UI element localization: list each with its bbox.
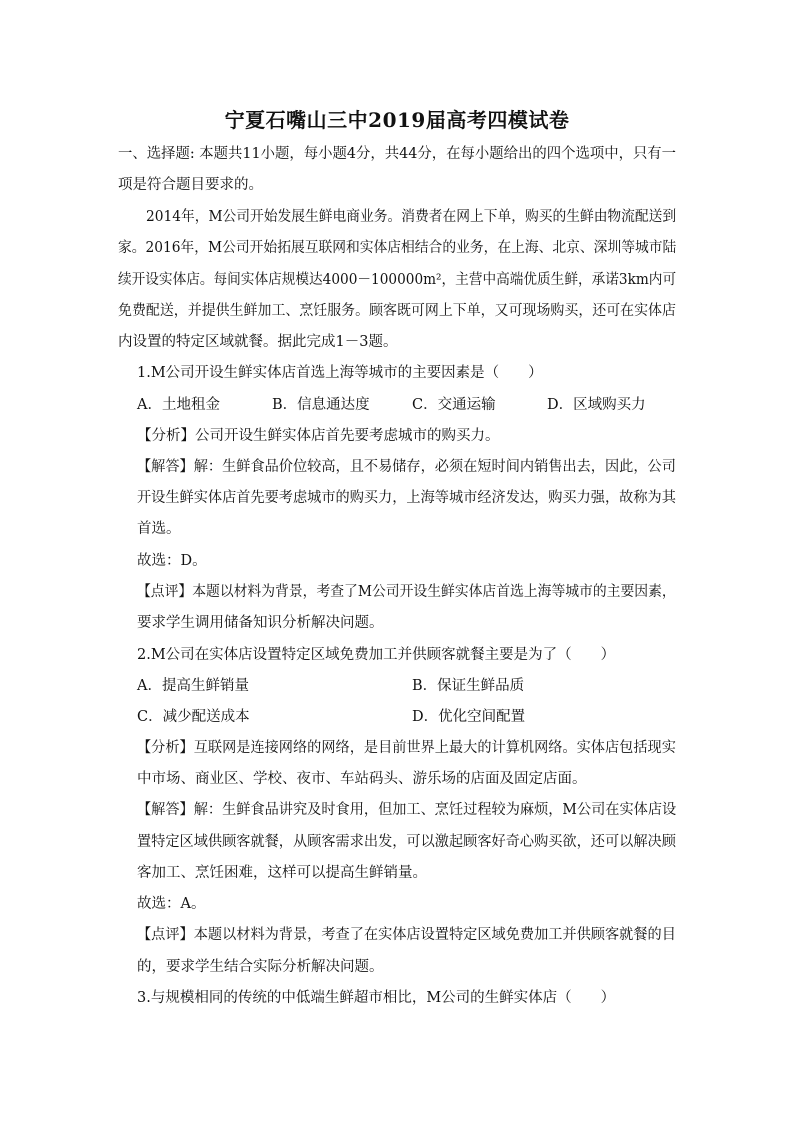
q1-answer-line-3: 首选。 <box>137 521 181 537</box>
q2-answer-line-1: 【解答】解：生鲜食品讲究及时食用，但加工、烹饪过程较为麻烦，M公司在实体店设 <box>137 802 677 818</box>
q2-comment-line-1: 【点评】本题以材料为背景，考查了在实体店设置特定区域免费加工并供顾客就餐的目 <box>137 927 676 943</box>
q2-option-d: D．优化空间配置 <box>412 709 526 725</box>
q2-analysis-line-1: 【分析】互联网是连接网络的网络，是目前世界上最大的计算机网络。实体店包括现实 <box>137 740 676 756</box>
q1-answer-line-2: 开设生鲜实体店首先要考虑城市的购买力，上海等城市经济发达，购买力强，故称为其 <box>137 490 676 506</box>
q1-comment-line-2: 要求学生调用储备知识分析解决问题。 <box>137 615 384 631</box>
q2-option-a: A．提高生鲜销量 <box>137 678 249 694</box>
section-instruction-line-1: 一、选择题: 本题共11小题，每小题4分，共44分，在每小题给出的四个选项中，只有一 <box>118 146 677 162</box>
q2-analysis-line-2: 中市场、商业区、学校、夜市、车站码头、游乐场的店面及固定店面。 <box>137 771 587 787</box>
page-title: 宁夏石嘴山三中2019届高考四模试卷 <box>224 108 570 132</box>
q1-option-b: B．信息通达度 <box>272 397 370 413</box>
q1-option-a: A．土地租金 <box>137 397 220 413</box>
q2-choice: 故选：A。 <box>137 896 206 912</box>
q2-answer-line-3: 客加工、烹饪困难，这样可以提高生鲜销量。 <box>137 865 427 881</box>
material-line-4: 免费配送，并提供生鲜加工、烹饪服务。顾客既可网上下单，又可现场购买，还可在实体店 <box>118 303 676 319</box>
q1-option-d: D．区域购买力 <box>547 397 646 413</box>
material-line-2: 家。2016年，M公司开始拓展互联网和实体店相结合的业务，在上海、北京、深圳等城市陆 <box>118 240 677 256</box>
q3-stem: 3.与规模相同的传统的中低端生鲜超市相比，M公司的生鲜实体店（ ） <box>137 990 616 1006</box>
q2-stem: 2.M公司在实体店设置特定区域免费加工并供顾客就餐主要是为了（ ） <box>137 647 616 663</box>
q2-option-c: C．减少配送成本 <box>137 709 250 725</box>
q1-comment-line-1: 【点评】本题以材料为背景，考查了M公司开设生鲜实体店首选上海等城市的主要因素， <box>137 584 676 600</box>
q1-option-c: C．交通运输 <box>412 397 496 413</box>
material-line-3: 续开设实体店。每间实体店规模达4000－100000m²，主营中高端优质生鲜，承诺3km内可 <box>118 272 677 288</box>
q1-analysis: 【分析】公司开设生鲜实体店首先要考虑城市的购买力。 <box>137 428 500 444</box>
section-instruction-line-2: 项是符合题目要求的。 <box>118 177 263 193</box>
material-line-1: 2014年，M公司开始发展生鲜电商业务。消费者在网上下单，购买的生鲜由物流配送到 <box>146 209 677 225</box>
q1-choice: 故选：D。 <box>137 553 207 569</box>
q1-stem: 1.M公司开设生鲜实体店首选上海等城市的主要因素是（ ） <box>137 365 543 381</box>
q2-comment-line-2: 的，要求学生结合实际分析解决问题。 <box>137 959 384 975</box>
q2-option-b: B．保证生鲜品质 <box>412 678 525 694</box>
q2-answer-line-2: 置特定区域供顾客就餐，从顾客需求出发，可以激起顾客好奇心购买欲，还可以解决顾 <box>137 834 676 850</box>
q1-answer-line-1: 【解答】解：生鲜食品价位较高，且不易储存，必须在短时间内销售出去，因此，公司 <box>137 459 676 475</box>
material-line-5: 内设置的特定区域就餐。据此完成1－3题。 <box>118 334 398 350</box>
